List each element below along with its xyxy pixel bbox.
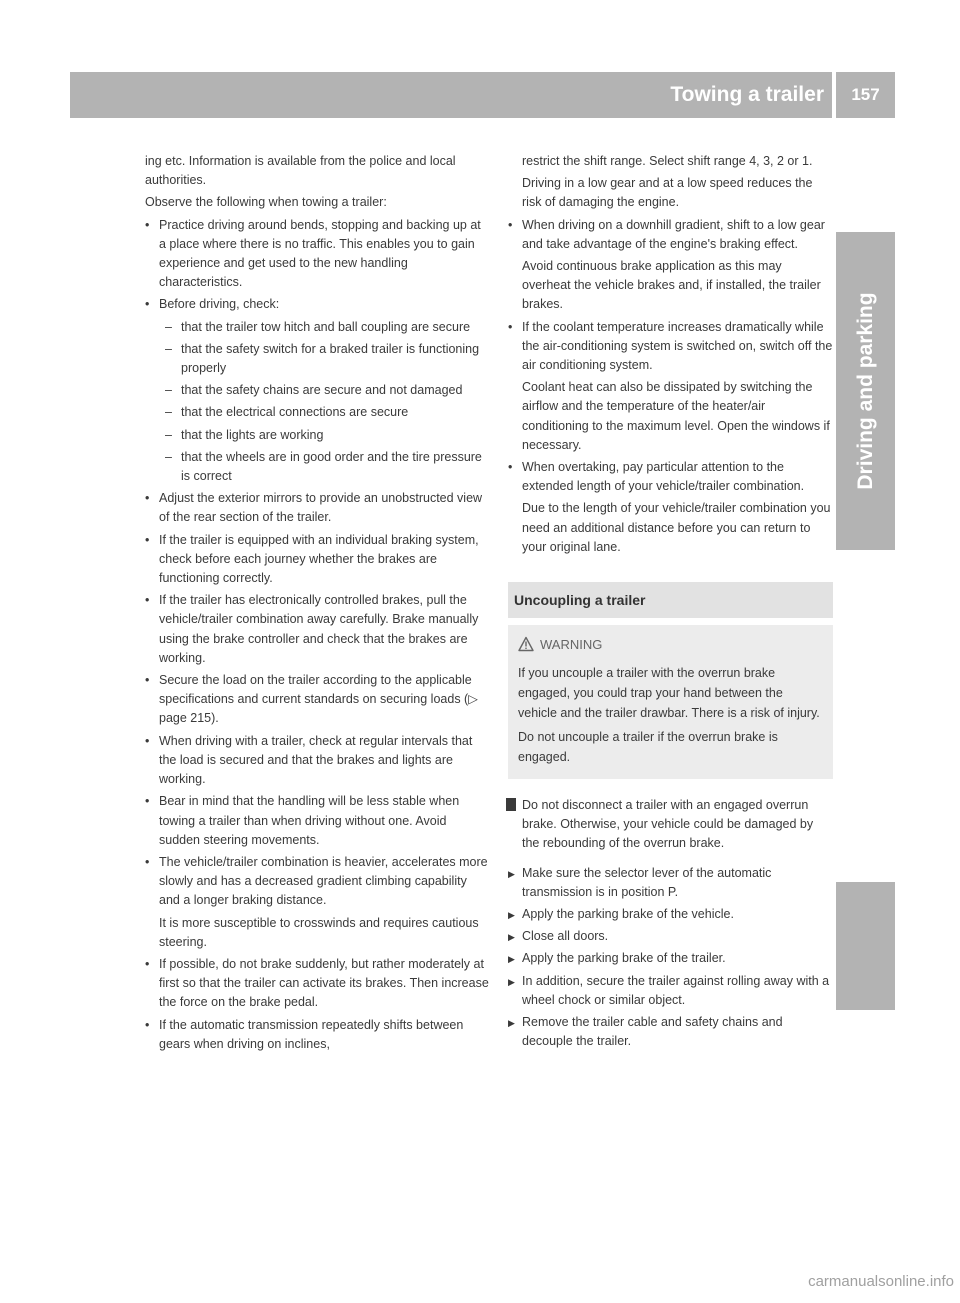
bullet-item: • Secure the load on the trailer according to the applicable specifications and current standards on securing loads (▷ page 215). [145, 671, 490, 729]
action-step: ▶ Apply the parking brake of the trailer. [508, 949, 833, 968]
page-title: Towing a trailer [670, 83, 824, 106]
sub-item: – that the lights are working [145, 426, 490, 445]
bullet-continuation: Driving in a low gear and at a low speed reduces the risk of damaging the engine. [522, 176, 813, 210]
action-step: ▶ Apply the parking brake of the vehicle. [508, 905, 833, 924]
footer-watermark: carmanualsonline.info [808, 1273, 954, 1290]
bullet-continuation: It is more susceptible to crosswinds and requires cautious steering. [159, 915, 479, 949]
bullet-continuation: Avoid continuous brake application as this may overheat the vehicle brakes and, if installed, the trailer brakes. [522, 259, 821, 312]
bullet-item: • If possible, do not brake suddenly, but rather moderately at first so that the trailer can activate its brakes. Then increase the force on the brake pedal. [145, 955, 490, 1013]
bullet-item: • The vehicle/trailer combination is heavier, accelerates more slowly and has a decreased gradient climbing capability and a longer braking distance. [145, 853, 490, 911]
page-number: 157 [851, 85, 880, 104]
paragraph: ing etc. Information is available from the police and local authorities. [145, 154, 456, 188]
warning-box [508, 625, 833, 779]
warning-label: WARNING [540, 637, 603, 653]
sub-item: – that the trailer tow hitch and ball coupling are secure [145, 318, 490, 337]
bullet-continuation: Coolant heat can also be dissipated by switching the airflow and the temperature of the heater/air conditioning to the maximum level. Open the windows if necessary. [522, 380, 830, 452]
section-heading: Uncoupling a trailer [508, 582, 833, 618]
note-paragraph [508, 796, 833, 854]
warning-text: If you uncouple a trailer with the overrun brake engaged, you could trap your hand between the vehicle and the trailer drawbar. There is a risk of injury. [518, 666, 820, 721]
sub-item: – that the safety switch for a braked trailer is functioning properly [145, 340, 490, 378]
action-step: ▶ Remove the trailer cable and safety chains and decouple the trailer. [508, 1013, 833, 1051]
bullet-item: • Adjust the exterior mirrors to provide an unobstructed view of the rear section of the trailer. [145, 489, 490, 527]
side-tab-label: Driving and parking [854, 292, 877, 490]
note-square-icon [506, 798, 516, 811]
bullet-item: • Practice driving around bends, stopping and backing up at a place where there is no traffic. This enables you to gain experience and get used to the new handling characteristics. [145, 216, 490, 293]
bullet-item: • If the trailer is equipped with an individual braking system, check before each journey whether the brakes are functioning correctly. [145, 531, 490, 589]
warning-title [518, 635, 823, 655]
action-step: ▶ Close all doors. [508, 927, 833, 946]
action-step: ▶ Make sure the selector lever of the automatic transmission is in position P. [508, 864, 833, 902]
paragraph: Observe the following when towing a trailer: [145, 195, 387, 210]
left-column [145, 152, 490, 1054]
bullet-item: • If the coolant temperature increases dramatically while the air-conditioning system is switched on, switch off the air conditioning system. [508, 318, 833, 376]
note-text: Do not disconnect a trailer with an engaged overrun brake. Otherwise, your vehicle could be damaged by the rebounding of the overrun brake. [522, 798, 814, 851]
bullet-item: • If the trailer has electronically controlled brakes, pull the vehicle/trailer combination away carefully. Brake manually using the brake controller and check that the brakes are working. [145, 591, 490, 668]
sub-item: – that the safety chains are secure and not damaged [145, 381, 490, 400]
side-block [836, 882, 895, 1010]
bullet-item: • If the automatic transmission repeatedly shifts between gears when driving on inclines, [145, 1016, 490, 1054]
warning-triangle-icon [518, 636, 534, 652]
sub-item: – that the wheels are in good order and the tire pressure is correct [145, 448, 490, 486]
bullet-item: • When overtaking, pay particular attention to the extended length of your vehicle/trailer combination. [508, 458, 833, 496]
bullet-item: • Before driving, check: [145, 295, 490, 314]
right-column [508, 152, 833, 1052]
action-step: ▶ In addition, secure the trailer against rolling away with a wheel chock or similar object. [508, 972, 833, 1010]
bullet-item: • When driving on a downhill gradient, shift to a low gear and take advantage of the engine's braking effect. [508, 216, 833, 254]
warning-text: Do not uncouple a trailer if the overrun brake is engaged. [518, 730, 778, 765]
bullet-item: • Bear in mind that the handling will be less stable when towing a trailer than when driving without one. Avoid sudden steering movements. [145, 792, 490, 850]
sub-item: – that the electrical connections are secure [145, 403, 490, 422]
bullet-continuation: Due to the length of your vehicle/trailer combination you need an additional distance before you can return to your original lane. [522, 501, 831, 554]
bullet-continuation: restrict the shift range. Select shift range 4, 3, 2 or 1. [522, 154, 813, 168]
bullet-item: • When driving with a trailer, check at regular intervals that the load is secured and that the brakes and lights are working. [145, 732, 490, 790]
